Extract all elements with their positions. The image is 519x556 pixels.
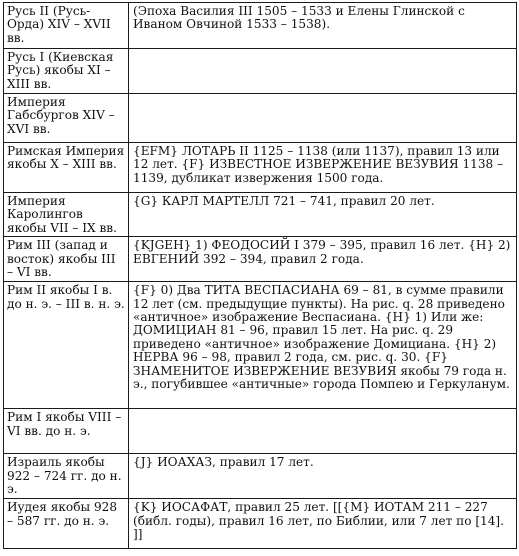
region-cell: Римская Империя якобы X – XIII вв. [4,143,129,193]
region-cell: Русь II (Русь-Орда) XIV – XVII вв. [4,3,129,49]
table-row [4,94,517,143]
note-cell: {J} ИОАХАЗ, правил 17 лет. [129,454,517,499]
table-row [4,193,517,237]
table-row [4,409,517,454]
table-row [4,454,517,499]
table-row [4,143,517,193]
table-row [4,499,517,549]
note-cell: {K} ИОСАФАТ, правил 25 лет. [[{M} ИОТАМ 211 – 227 (библ. годы), правил 16 лет, по Библии, или 7 лет по [14]. ]] [129,499,517,549]
note-cell [129,49,517,94]
region-cell: Иудея якобы 928 – 587 гг. до н. э. [4,499,129,549]
table-row [4,3,517,49]
note-cell: {EFM} ЛОТАРЬ II 1125 – 1138 (или 1137), правил 13 или 12 лет. {F} ИЗВЕСТНОЕ ИЗВЕРЖЕНИЕ ВЕЗУВИЯ 1138 – 1139, дубликат извержения 1500 года. [129,143,517,193]
note-cell [129,94,517,143]
note-cell: {G} КАРЛ МАРТЕЛЛ 721 – 741, правил 20 лет. [129,193,517,237]
table-row [4,49,517,94]
chronology-table [3,2,517,549]
region-cell: Русь I (Киевская Русь) якобы XI – XIII вв. [4,49,129,94]
note-cell [129,409,517,454]
table-row [4,237,517,282]
region-cell: Рим I якобы VIII – VI вв. до н. э. [4,409,129,454]
note-cell: {F} 0) Два ТИТА ВЕСПАСИАНА 69 – 81, в сумме правили 12 лет (см. предыдущие пункты). На рис. q. 28 приведено «античное» изображение Веспасиана. {H} 1) Или же: ДОМИЦИАН 81 – 96, правил 15 лет. На рис. q. 29 приведено «античное» изображение Домициана. {H} 2) НЕРВА 96 – 98, правил 2 года, см. рис. q. 30. {F} ЗНАМЕНИТОЕ ИЗВЕРЖЕНИЕ ВЕЗУВИЯ якобы 79 года н. э., погубившее «античные» города Помпею и Геркуланум. [129,282,517,409]
region-cell: Рим II якобы I в. до н. э. – III в. н. э. [4,282,129,409]
region-cell: Рим III (запад и восток) якобы III – VI вв. [4,237,129,282]
region-cell: Израиль якобы 922 – 724 гг. до н. э. [4,454,129,499]
note-cell: {KJGEH} 1) ФЕОДОСИЙ I 379 – 395, правил 16 лет. {H} 2) ЕВГЕНИЙ 392 – 394, правил 2 года. [129,237,517,282]
table-row [4,282,517,409]
region-cell: Империя Габсбургов XIV – XVI вв. [4,94,129,143]
region-cell: Империя Каролингов якобы VII – IX вв. [4,193,129,237]
note-cell: (Эпоха Василия III 1505 – 1533 и Елены Глинской с Иваном Овчиной 1533 – 1538). [129,3,517,49]
